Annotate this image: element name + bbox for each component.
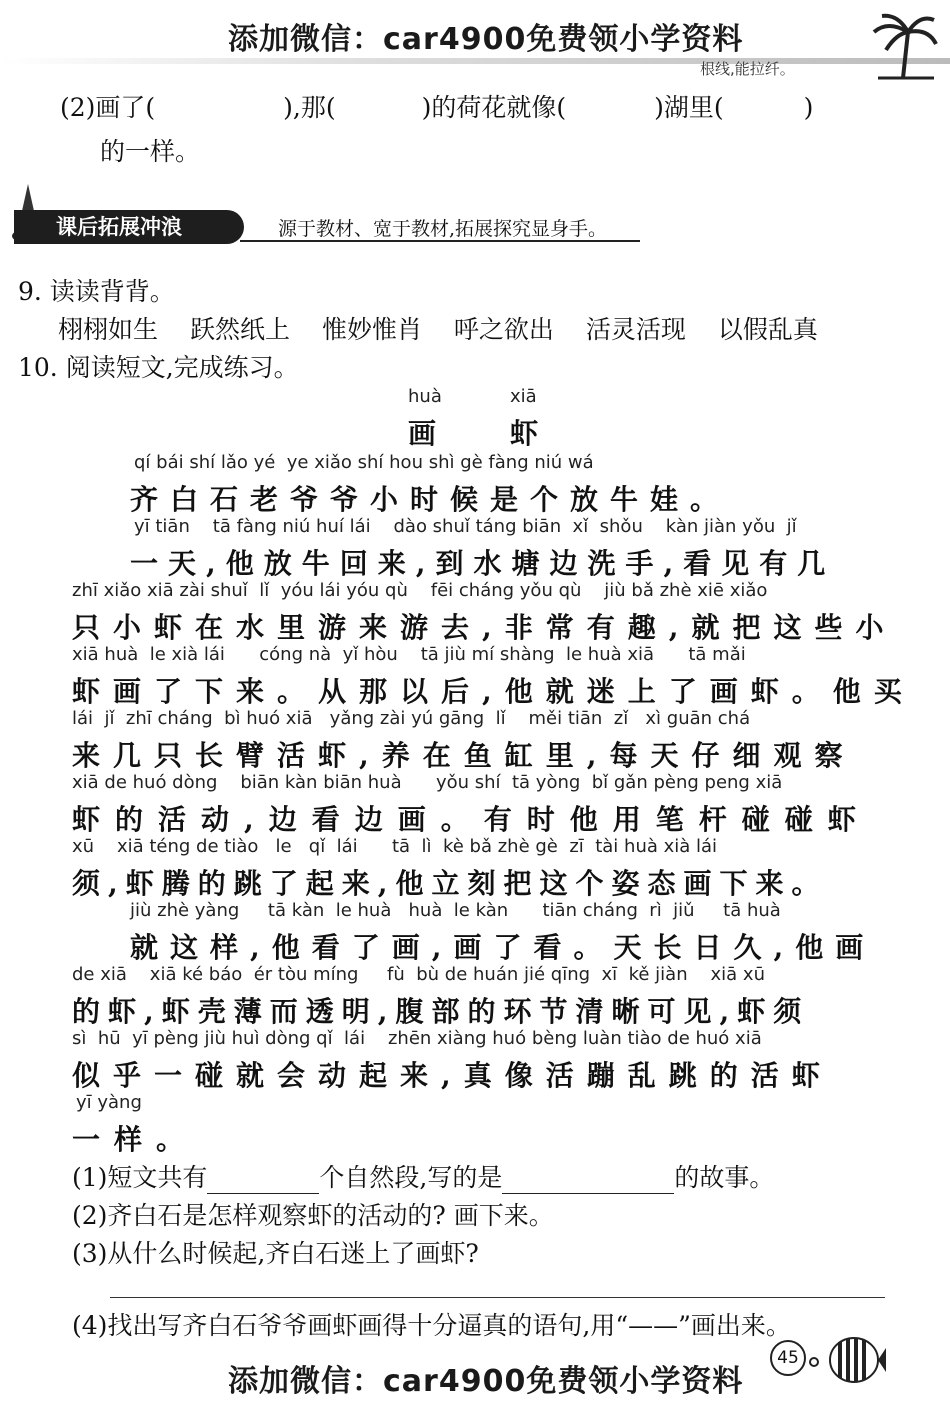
sub-question-1 [72,1158,774,1194]
pinyin-line: sì hū yī pèng jiù huì dòng qǐ lái zhēn xiàng huó bèng luàn tiào de huó xiā [72,1028,762,1049]
idiom: 活灵活现 [585,315,686,344]
q8-part-c: )的荷花就像( [421,93,567,122]
idiom: 呼之欲出 [453,315,554,344]
story-line: 须,虾腾的跳了起来,他立刻把这个姿态画下来。 [72,867,828,900]
sub-question-3: (3)从什么时候起,齐白石迷上了画虾? [72,1239,479,1268]
q10-title: 10. 阅读短文,完成练习。 [18,353,299,382]
idiom: 惟妙惟肖 [321,315,422,344]
pinyin-line: yī tiān tā fàng niú huí lái dào shuǐ táng biān xǐ shǒu kàn jiàn yǒu jǐ [134,516,797,537]
fish-icon [806,1330,886,1390]
pinyin-line: qí bái shí lǎo yé ye xiǎo shí hou shì gè fàng niú wá [134,452,594,473]
pinyin-line: yī yàng [76,1092,142,1113]
pinyin-line: jiù zhè yàng tā kàn le huà huà le kàn tiān cháng rì jiǔ tā huà [130,900,781,921]
header-watermark: 添加微信：car4900免费领小学资料 [228,22,744,57]
pinyin-line: lái jǐ zhī cháng bì huó xiā yǎng zài yú gāng lǐ měi tiān zǐ xì guān chá [72,708,751,729]
story-line: 的虾,虾壳薄而透明,腹部的环节清晰可见,虾须 [72,995,810,1028]
section-banner: 课后拓展冲浪 [14,210,244,244]
title-pinyin-hua: huà [408,386,442,407]
sub1-part-b: 个自然段,写的是 [319,1163,503,1192]
pinyin-line: xū xiā téng de tiào le qǐ lái tā lì kè bǎ zhè gè zī tài huà xià lái [72,836,718,857]
story-title-hua: 画 [408,417,439,450]
header-stripe [0,58,950,64]
page-number: 45 [770,1340,806,1376]
story-title-xia: 虾 [510,417,541,450]
sub1-part-c: 的故事。 [674,1163,775,1192]
sub-question-2: (2)齐白石是怎样观察虾的活动的? 画下来。 [72,1201,554,1230]
idiom: 以假乱真 [717,315,818,344]
pinyin-line: xiā de huó dòng biān kàn biān huà yǒu shí tā yòng bǐ gǎn pèng peng xiā [72,772,783,793]
story-line: 就这样,他看了画,画了看。天长日久,他画 [130,931,876,964]
pinyin-line: de xiā xiā ké báo ér tòu míng fù bù de huán jié qīng xī kě jiàn xiā xū [72,964,765,985]
q9-idioms [58,310,818,346]
story-line: 齐白石老爷爷小时候是个放牛娃。 [130,483,731,516]
story-line: 虾的活动,边看边画。有时他用笔杆碰碰虾 [72,803,871,836]
answer-blank[interactable] [502,1171,674,1194]
story-line: 来几只长臂活虾,养在鱼缸里,每天仔细观察 [72,739,856,772]
q8-part-e: ) [803,93,814,122]
q8-part-a: (2)画了( [60,93,156,122]
q8-part-d: )湖里( [654,93,724,122]
section-slogan: 源于教材、宽于教材,拓展探究显身手。 [278,218,608,240]
q9-title: 9. 读读背背。 [18,277,175,306]
q8-part-b: ),那( [283,93,336,122]
answer-blank[interactable] [207,1171,319,1194]
palm-tree-icon [868,10,938,80]
header-snippet: 根线,能拉纤。 [700,60,795,78]
sub1-part-a: (1)短文共有 [72,1163,208,1192]
idiom: 栩栩如生 [58,315,159,344]
title-pinyin-xia: xiā [510,386,537,407]
story-line: 虾画了下来。从那以后,他就迷上了画虾。他买 [72,675,915,708]
story-line: 一样。 [72,1123,199,1156]
story-line: 只小虾在水里游来游去,非常有趣,就把这些小 [72,611,897,644]
answer-line[interactable] [110,1297,885,1298]
pinyin-line: xiā huà le xià lái cóng nà yǐ hòu tā jiù mí shàng le huà xiā tā mǎi [72,644,746,665]
pinyin-line: zhī xiǎo xiā zài shuǐ lǐ yóu lái yóu qù fēi cháng yǒu qù jiù bǎ zhè xiē xiǎo [72,580,768,601]
sub-question-4: (4)找出写齐白石爷爷画虾画得十分逼真的语句,用“——”画出来。 [72,1311,791,1340]
q8-line1 [60,88,813,124]
q8-line2: 的一样。 [100,137,201,166]
story-line: 似乎一碰就会动起来,真像活蹦乱跳的活虾 [72,1059,833,1092]
story-line: 一天,他放牛回来,到水塘边洗手,看见有几 [130,547,836,580]
idiom: 跃然纸上 [189,315,290,344]
footer-watermark: 添加微信：car4900免费领小学资料 [228,1364,744,1399]
